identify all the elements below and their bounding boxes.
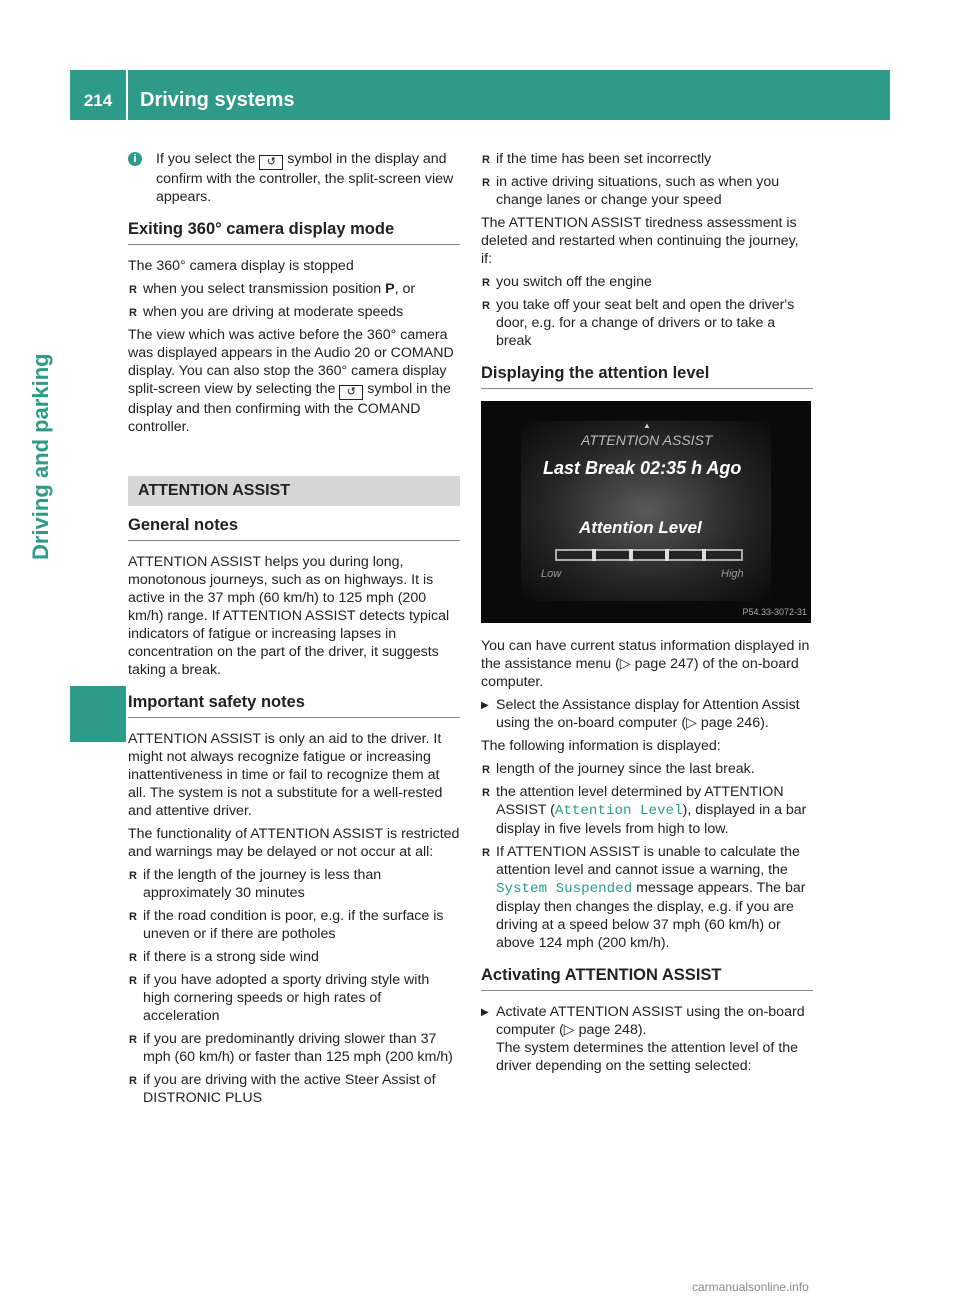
list-item: R when you select transmission position P, or	[128, 280, 460, 298]
level-tick	[592, 549, 596, 561]
level-tick	[629, 549, 633, 561]
following-paragraph: The following information is displayed:	[481, 738, 721, 754]
exit-paragraph: The view which was active before the 360° camera was displayed appears in the Audio 20 or COMAND display. You can also stop the 360° camera display split-screen view by selecting the ↺ symbol in the display and then confirming with the COMAND controller.	[128, 327, 454, 435]
general-paragraph: ATTENTION ASSIST helps you during long, monotonous journeys, such as on highways. It is active in the 37 mph (60 km/h) to 125 mph (200 km/h) range. If ATTENTION ASSIST detects typical indicators of fatigue or increasing lapses in concentration on the part of the driver, it suggests taking a break.	[128, 554, 450, 678]
screen-level-label: Attention Level	[579, 518, 702, 537]
info-icon: i	[128, 152, 142, 166]
image-caption-code: P54.33-3072-31	[742, 607, 807, 617]
level-tick	[665, 549, 669, 561]
list-item: R you switch off the engine	[481, 273, 813, 291]
heading-displaying-attention: Displaying the attention level	[481, 364, 813, 389]
attention-level-bar	[555, 549, 743, 561]
list-item: R if the length of the journey is less than approximately 30 minutes	[128, 866, 460, 902]
chapter-title: Driving systems	[140, 89, 295, 111]
step-item: ▶ Activate ATTENTION ASSIST using the on-board computer (▷ page 248). The system determines the attention level of the driver depending on the setting selected:	[481, 1003, 813, 1075]
screen-last-break: Last Break 02:35 h Ago	[543, 458, 742, 478]
side-tab-label: Driving and parking	[28, 353, 53, 560]
section-title-bar: ATTENTION ASSIST	[128, 476, 460, 506]
watermark-text: carmanualsonline.info	[692, 1280, 809, 1294]
level-tick	[702, 549, 706, 561]
list-item: R length of the journey since the last break.	[481, 760, 813, 778]
list-item: R if the time has been set incorrectly	[481, 150, 813, 168]
list-item: R when you are driving at moderate speeds	[128, 303, 460, 321]
list-item: R if you are driving with the active Steer Assist of DISTRONIC PLUS	[128, 1071, 460, 1107]
screen-high-label: High	[721, 568, 744, 580]
heading-safety-notes: Important safety notes	[128, 693, 460, 718]
header-divider	[126, 70, 128, 120]
list-item: R if there is a strong side wind	[128, 948, 460, 966]
right-column	[481, 150, 813, 1080]
safety-paragraph-1: ATTENTION ASSIST is only an aid to the driver. It might not always recognize fatigue or increasing inattentiveness in time or fail to recognize them at all. The system is not a substitute for a well-rested and attentive driver.	[128, 731, 443, 819]
list-item: R if you are predominantly driving slower than 37 mph (60 km/h) or faster than 125 mph (200 km/h)	[128, 1030, 460, 1066]
tiredness-paragraph: The ATTENTION ASSIST tiredness assessment is deleted and restarted when continuing the journey, if:	[481, 215, 799, 267]
list-item: R in active driving situations, such as when you change lanes or change your speed	[481, 173, 813, 209]
page-header	[70, 70, 890, 120]
back-symbol-icon: ↺	[259, 155, 283, 170]
list-item: R you take off your seat belt and open the driver's door, e.g. for a change of drivers or to take a break	[481, 296, 813, 350]
left-column	[128, 150, 460, 1112]
heading-activating: Activating ATTENTION ASSIST	[481, 966, 813, 991]
list-item: R if you have adopted a sporty driving style with high cornering speeds or high rates of acceleration	[128, 971, 460, 1025]
back-symbol-icon: ↺	[339, 385, 363, 400]
list-item: R if the road condition is poor, e.g. if the surface is uneven or if there are potholes	[128, 907, 460, 943]
exit-intro: The 360° camera display is stopped	[128, 258, 354, 274]
side-tab-marker	[70, 686, 126, 742]
list-item: R the attention level determined by ATTENTION ASSIST (Attention Level), displayed in a bar display in five levels from high to low.	[481, 783, 813, 838]
screen-title: ATTENTION ASSIST	[581, 432, 713, 448]
side-tab	[28, 120, 126, 1240]
heading-exiting-camera: Exiting 360° camera display mode	[128, 220, 460, 245]
display-screenshot	[481, 401, 811, 623]
info-note: i If you select the ↺ symbol in the display and confirm with the controller, the split-screen view appears.	[128, 150, 460, 206]
safety-paragraph-2: The functionality of ATTENTION ASSIST is restricted and warnings may be delayed or not occur at all:	[128, 826, 460, 860]
scroll-up-icon: ▲	[643, 421, 651, 430]
list-item: R If ATTENTION ASSIST is unable to calculate the attention level and cannot issue a warning, the System Suspended message appears. The bar display then changes the display, e.g. if you are driving at a speed below 37 mph (60 km/h) or above 124 mph (200 km/h).	[481, 843, 813, 952]
step-item: ▶ Select the Assistance display for Attention Assist using the on-board computer (▷ page 246).	[481, 696, 813, 732]
page-number: 214	[83, 91, 113, 110]
status-paragraph: You can have current status information displayed in the assistance menu (▷ page 247) of the on-board computer.	[481, 638, 810, 690]
screen-low-label: Low	[541, 568, 562, 580]
heading-general-notes: General notes	[128, 516, 460, 541]
